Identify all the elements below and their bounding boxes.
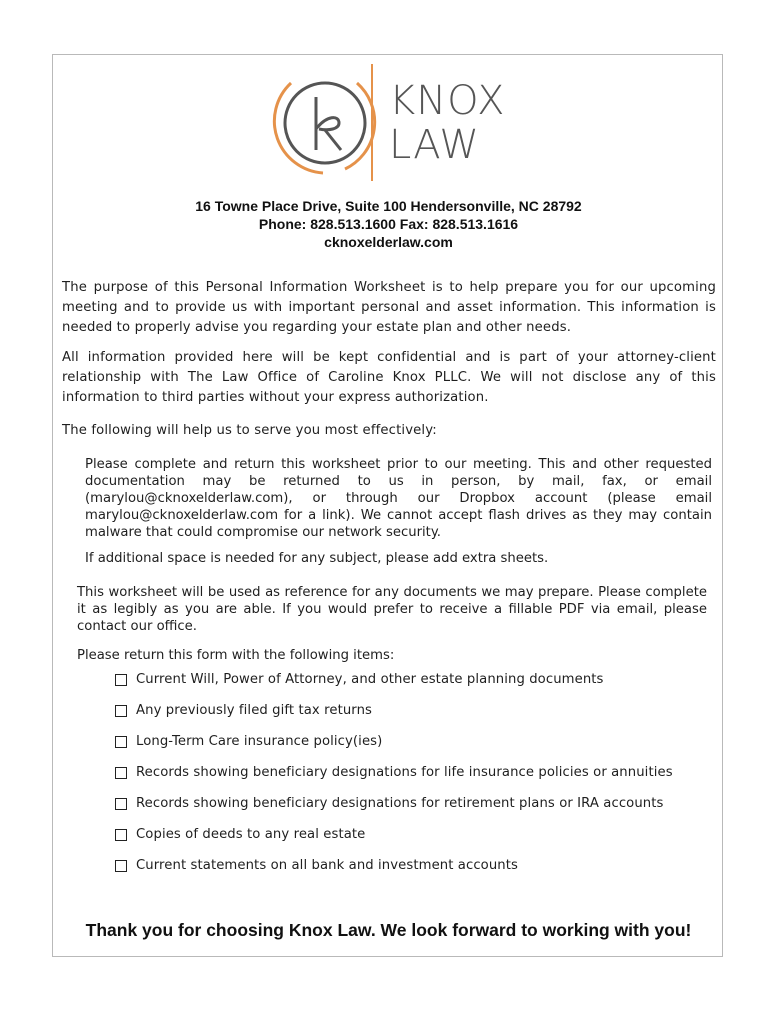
- checklist-item[interactable]: [115, 825, 715, 856]
- checkbox-icon[interactable]: [115, 798, 127, 810]
- checkbox-icon[interactable]: [115, 736, 127, 748]
- logo-word-knox: KNOX: [389, 78, 506, 124]
- worksheet-page: [52, 54, 723, 957]
- return-items-checklist: [115, 670, 715, 887]
- purpose-paragraph: The purpose of this Personal Information Worksheet is to help prepare you for our upcoming meeting and to provide us with important personal and asset information. This information is needed to properly advise you regarding your estate plan and other needs.: [62, 280, 716, 335]
- following-paragraph: The following will help us to serve you most effectively:: [62, 423, 437, 438]
- checkbox-icon[interactable]: [115, 767, 127, 779]
- checklist-item[interactable]: [115, 794, 715, 825]
- checklist-item-label: Current Will, Power of Attorney, and other estate planning documents: [136, 672, 604, 687]
- checklist-item[interactable]: [115, 732, 715, 763]
- checklist-item[interactable]: [115, 670, 715, 701]
- checkbox-icon[interactable]: [115, 829, 127, 841]
- checklist-item[interactable]: [115, 856, 715, 887]
- logo-divider: [371, 64, 373, 181]
- checklist-item-label: Current statements on all bank and investment accounts: [136, 858, 519, 873]
- checklist-item-label: Any previously filed gift tax returns: [136, 703, 373, 718]
- contact-website: cknoxelderlaw.com: [324, 234, 453, 250]
- closing-message: Thank you for choosing Knox Law. We look forward to working with you!: [85, 920, 692, 940]
- checklist-item-label: Long-Term Care insurance policy(ies): [136, 734, 383, 749]
- contact-block: [53, 197, 724, 251]
- checklist-item-label: Records showing beneficiary designations for life insurance policies or annuities: [136, 765, 673, 780]
- checklist-item-label: Records showing beneficiary designations for retirement plans or IRA accounts: [136, 796, 664, 811]
- return-intro: Please return this form with the following items:: [77, 648, 395, 663]
- checklist-item-label: Copies of deeds to any real estate: [136, 827, 366, 842]
- complete-return-paragraph: Please complete and return this worksheet prior to our meeting. This and other requested documentation may be returned to us in person, by mail, fax, or email (marylou@cknoxelderlaw.com), or through our Dropbox account (please email marylou@cknoxelderlaw.com for a link). We cannot accept flash drives as they may contain malware that could compromise our network security.: [85, 457, 712, 540]
- logo-word-law: LAW: [389, 122, 480, 168]
- checkbox-icon[interactable]: [115, 674, 127, 686]
- additional-space-paragraph: If additional space is needed for any subject, please add extra sheets.: [85, 551, 549, 566]
- contact-address: 16 Towne Place Drive, Suite 100 Hendersonville, NC 28792: [195, 198, 582, 214]
- confidential-paragraph: All information provided here will be kept confidential and is part of your attorney-client relationship with The Law Office of Caroline Knox PLLC. We will not disclose any of this information to third parties without your express authorization.: [62, 350, 716, 405]
- checklist-item[interactable]: [115, 763, 715, 794]
- checklist-item[interactable]: [115, 701, 715, 732]
- contact-phone-fax: Phone: 828.513.1600 Fax: 828.513.1616: [258, 216, 519, 232]
- reference-paragraph: This worksheet will be used as reference for any documents we may prepare. Please complete it as legibly as you are able. If you would prefer to receive a fillable PDF via email, please contact our office.: [77, 585, 707, 634]
- knox-law-logo: [253, 59, 533, 183]
- checkbox-icon[interactable]: [115, 860, 127, 872]
- checkbox-icon[interactable]: [115, 705, 127, 717]
